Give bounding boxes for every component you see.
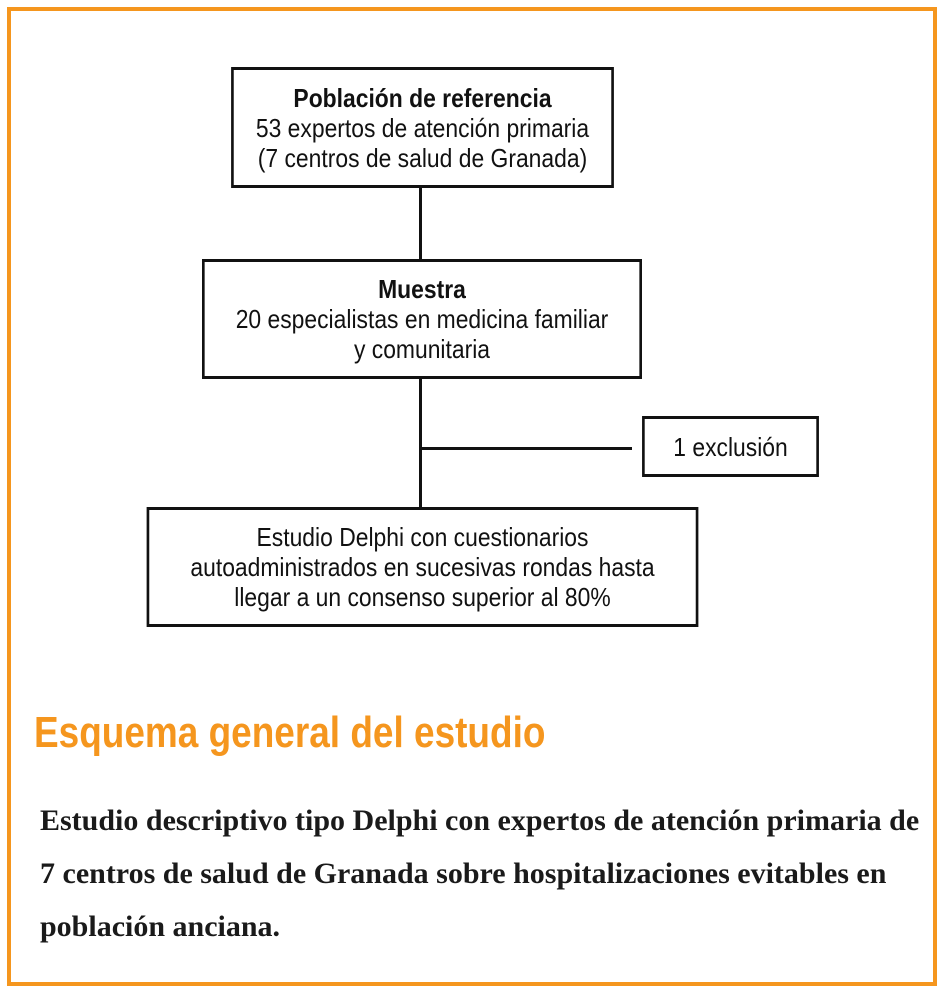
delphi-study-line-3: llegar a un consenso superior al 80%: [234, 582, 611, 612]
figure-heading: Esquema general del estudio: [34, 708, 546, 757]
reference-population-title: Población de referencia: [293, 82, 552, 113]
delphi-study-line-1: Estudio Delphi con cuestionarios: [256, 522, 589, 552]
exclusion-box: [642, 416, 819, 477]
connector-line-1: [419, 187, 422, 260]
reference-population-box: [231, 67, 614, 188]
sample-line-2: y comunitaria: [353, 334, 491, 364]
exclusion-text: 1 exclusión: [673, 431, 788, 462]
reference-population-line-1: 53 expertos de atención primaria: [255, 112, 590, 143]
figure-description: Estudio descriptivo tipo Delphi con expertos de atención primaria de 7 centros de salud de Granada sobre hospitalizaciones evitables en población anciana.: [40, 804, 920, 943]
exclusion-connector-line: [419, 447, 632, 450]
reference-population-line-2: (7 centros de salud de Granada): [257, 142, 588, 173]
delphi-study-line-2: autoadministrados en sucesivas rondas hasta: [190, 552, 655, 582]
sample-line-1: 20 especialistas en medicina familiar: [235, 304, 609, 334]
delphi-study-box: [147, 507, 699, 627]
sample-box: [202, 259, 642, 379]
sample-title: Muestra: [378, 274, 466, 304]
connector-line-2: [419, 378, 422, 508]
